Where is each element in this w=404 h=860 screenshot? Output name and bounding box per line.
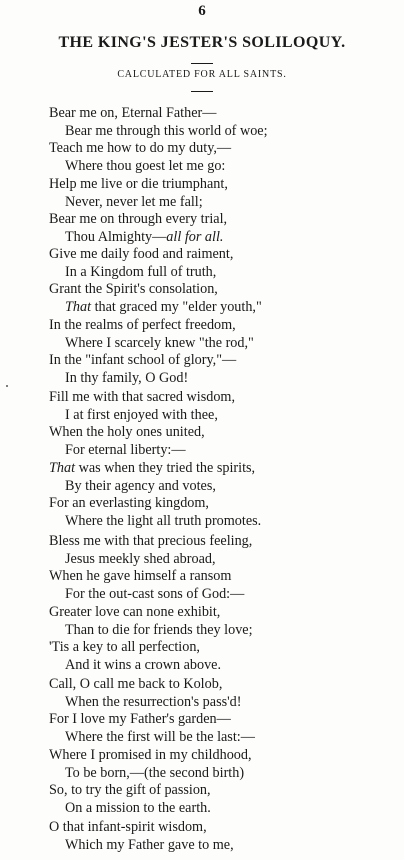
- poem-line: Bear me through this world of woe;: [65, 122, 268, 139]
- poem-line: 'Tis a key to all perfection,: [49, 639, 200, 656]
- poem-line: Bear me on through every trial,: [49, 211, 228, 228]
- page-speck: [6, 385, 8, 387]
- poem-line: Where the first will be the last:—: [65, 729, 255, 746]
- poem-line: By their agency and votes,: [65, 477, 216, 494]
- poem-line: Grant the Spirit's consolation,: [49, 281, 218, 298]
- poem-line: In thy family, O God!: [65, 369, 189, 386]
- poem-line: Never, never let me fall;: [65, 193, 203, 210]
- poem-line: Call, O call me back to Kolob,: [49, 676, 223, 692]
- poem-line: When the holy ones united,: [49, 424, 205, 441]
- poem-line: So, to try the gift of passion,: [49, 782, 211, 799]
- poem-line: Give me daily food and raiment,: [49, 246, 234, 262]
- poem-line: I at first enjoyed with thee,: [65, 406, 218, 423]
- poem-line: Which my Father gave to me,: [65, 836, 234, 853]
- poem-line: Teach me how to do my duty,—: [49, 140, 232, 157]
- poem-line: That was when they tried the spirits,: [49, 459, 256, 476]
- page-number: 6: [198, 3, 206, 19]
- poem-line: When he gave himself a ransom: [49, 568, 232, 585]
- poem-line: Where I scarcely knew "the rod,": [65, 334, 254, 351]
- poem-line: Than to die for friends they love;: [65, 621, 253, 638]
- poem-line: In the realms of perfect freedom,: [49, 316, 236, 333]
- poem-line: Greater love can none exhibit,: [49, 603, 221, 620]
- poem-line: Where thou goest let me go:: [65, 158, 226, 175]
- poem-line: Where the light all truth promotes.: [65, 512, 262, 529]
- poem-line: For the out-cast sons of God:—: [65, 586, 245, 603]
- poem-line: In the "infant school of glory,"—: [49, 352, 237, 369]
- poem-line: Thou Almighty—all for all.: [65, 228, 224, 245]
- poem-line: Bless me with that precious feeling,: [49, 533, 253, 549]
- poem-line: O that infant-spirit wisdom,: [49, 819, 207, 835]
- poem-line: That that graced my "elder youth,": [65, 299, 262, 316]
- poem-line: For I love my Father's garden—: [49, 711, 231, 728]
- poem-line: To be born,—(the second birth): [65, 764, 245, 781]
- poem-title: THE KING'S JESTER'S SOLILOQUY.: [58, 34, 346, 51]
- poem-line: Fill me with that sacred wisdom,: [49, 389, 235, 405]
- poem-line: In a Kingdom full of truth,: [65, 263, 217, 280]
- poem-subtitle: CALCULATED FOR ALL SAINTS.: [117, 69, 287, 80]
- poem-line: On a mission to the earth.: [65, 799, 211, 816]
- poem-line: For an everlasting kingdom,: [49, 495, 209, 512]
- poem-line: Jesus meekly shed abroad,: [65, 550, 216, 567]
- poem-line: And it wins a crown above.: [65, 656, 222, 673]
- poem-line: Help me live or die triumphant,: [49, 175, 228, 192]
- subtitle-rule: [191, 91, 213, 92]
- title-rule: [191, 63, 213, 64]
- poem-line: When the resurrection's pass'd!: [65, 693, 242, 710]
- poem-line: For eternal liberty:—: [65, 442, 186, 459]
- poem-line: Where I promised in my childhood,: [49, 746, 252, 763]
- poem-line: Bear me on, Eternal Father—: [49, 105, 217, 121]
